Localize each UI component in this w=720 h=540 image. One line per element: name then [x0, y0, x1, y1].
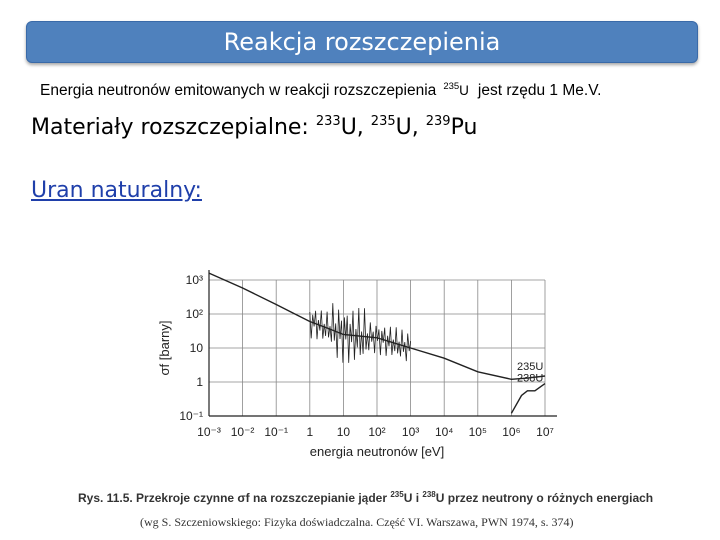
- x-axis-label: energia neutronów [eV]: [309, 444, 445, 459]
- isotope-mass: 235: [370, 114, 396, 129]
- x-tick-label: 10⁷: [536, 425, 554, 439]
- cross-section-chart: [60, 228, 700, 488]
- y-tick-label: 10³: [185, 273, 203, 287]
- y-tick-label: 10: [189, 341, 203, 355]
- figure-caption: [78, 490, 653, 505]
- line1-prefix: Energia neutronów emitowanych w reakcji rozszczepienia: [40, 82, 437, 99]
- x-tick-label: 10⁵: [468, 425, 487, 439]
- x-tick-label: 10²: [368, 425, 386, 439]
- x-tick-label: 10⁻¹: [264, 425, 289, 439]
- isotope-mass: 233: [315, 114, 341, 129]
- x-tick-label: 10⁻²: [230, 425, 255, 439]
- resonance-region: [310, 303, 411, 363]
- caption-iso2-mass: 238: [422, 490, 436, 499]
- caption-iso1-mass: 235: [390, 490, 404, 499]
- x-tick-label: 1: [306, 425, 314, 439]
- neutron-energy-text: [40, 81, 700, 100]
- series-line-1: [511, 384, 545, 414]
- x-tick-label: 10: [336, 425, 351, 439]
- isotope-element: U: [340, 115, 357, 140]
- y-tick-label: 1: [196, 375, 203, 389]
- caption-iso1-el: U i: [403, 491, 423, 505]
- x-tick-label: 10³: [401, 425, 420, 439]
- isotope-sep: ,: [411, 115, 426, 140]
- title-bar: [26, 21, 698, 63]
- x-tick-label: 10⁴: [434, 425, 454, 439]
- chart-ticks: [157, 273, 554, 459]
- isotope-mass: 239: [425, 114, 451, 129]
- y-axis-label: σf [barny]: [157, 320, 172, 376]
- cross-section-figure: [60, 228, 700, 540]
- line1-isotope-element: U: [459, 83, 469, 98]
- fissile-label: Materiały rozszczepialne:: [31, 115, 309, 140]
- line1-suffix: jest rzędu 1 Me.V.: [477, 82, 602, 99]
- slide-title: Reakcja rozszczepienia: [223, 28, 501, 56]
- line1-isotope-mass: 235: [443, 81, 460, 92]
- chart-grid: [209, 270, 557, 416]
- isotope-element: U: [395, 115, 412, 140]
- natural-uranium-link[interactable]: Uran naturalny:: [31, 178, 202, 203]
- isotope-sep: ,: [356, 115, 371, 140]
- fissile-materials-text: [31, 114, 477, 140]
- caption-iso2-el: U przez neutrony o różnych energiach: [435, 491, 654, 505]
- x-tick-label: 10⁶: [502, 425, 521, 439]
- figure-source: (wg S. Szczeniowskiego: Fizyka doświadczalna. Część VI. Warszawa, PWN 1974, s. 374): [140, 515, 574, 529]
- caption-part1: Rys. 11.5. Przekroje czynne σf na rozszczepianie jąder: [78, 491, 391, 505]
- isotope-element: Pu: [450, 115, 478, 140]
- x-tick-label: 10⁻³: [197, 425, 221, 439]
- y-tick-label: 10²: [185, 307, 203, 321]
- series-label: 238U: [517, 372, 544, 385]
- series-label: 235U: [517, 361, 544, 374]
- y-tick-label: 10⁻¹: [179, 409, 203, 423]
